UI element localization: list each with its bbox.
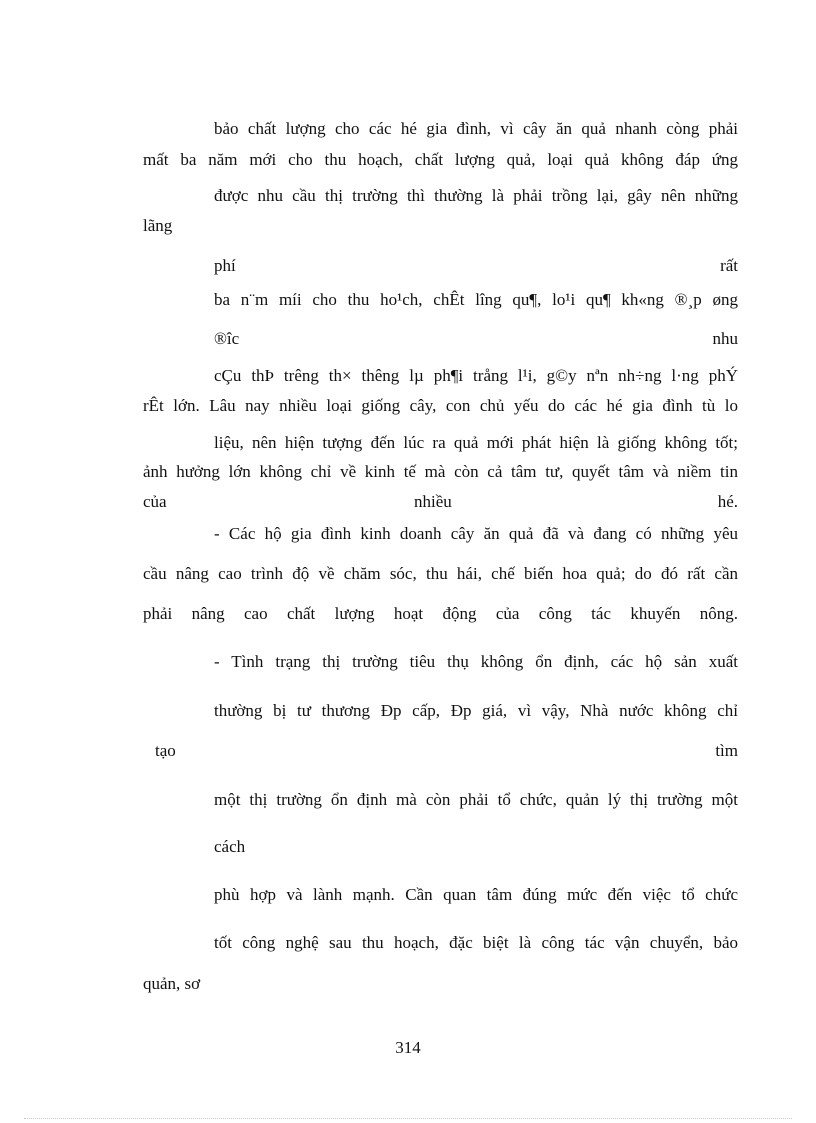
text-line: rÊt lớn. Lâu nay nhiều loại giống cây, con chủ yếu do các hé gia đình tù lo (143, 396, 738, 415)
text-line: - Các hộ gia đình kinh doanh cây ăn quả đã và đang có những yêu (214, 524, 738, 543)
text-line: lãng (143, 216, 173, 235)
text-line: ba n¨m míi cho thu ho¹ch, chÊt lîng qu¶, lo¹i qu¶ kh«ng ®¸p øng (214, 290, 738, 309)
text-line: - Tình trạng thị trường tiêu thụ không ổn định, các hộ sản xuất (214, 652, 738, 671)
text-line: phải nâng cao chất lượng hoạt động của công tác khuyến nông. (143, 604, 738, 623)
text-line: cÇu thÞ trêng th× thêng lµ ph¶i trång l¹i, g©y nªn nh÷ng l·ng phÝ (214, 366, 738, 385)
text-word: nhiều (414, 492, 452, 511)
text-word: tìm (715, 741, 738, 760)
text-word: của (143, 492, 167, 511)
text-line: cầu nâng cao trình độ về chăm sóc, thu hái, chế biến hoa quả; do đó rất cần (143, 564, 738, 583)
text-line: ảnh hưởng lớn không chỉ về kinh tế mà còn cả tâm tư, quyết tâm và niềm tin (143, 462, 738, 481)
page-number: 314 (395, 1038, 421, 1057)
text-word: hé. (717, 492, 738, 511)
text-word: tạo (155, 741, 176, 760)
text-line: được nhu cầu thị trường thì thường là phải trồng lại, gây nên những (214, 186, 738, 205)
text-line: mất ba năm mới cho thu hoạch, chất lượng quả, loại quả không đáp ứng (143, 150, 738, 169)
text-line: bảo chất lượng cho các hé gia đình, vì cây ăn quả nhanh còng phải (214, 119, 738, 138)
text-line: thường bị tư thương Đp cấp, Đp giá, vì vậy, Nhà nước không chỉ (214, 701, 738, 720)
text-line: tốt công nghệ sau thu hoạch, đặc biệt là công tác vận chuyển, bảo (214, 933, 738, 952)
text-line: liệu, nên hiện tượng đến lúc ra quả mới phát hiện là giống không tốt; (214, 433, 738, 452)
footer-divider (24, 1118, 792, 1119)
text-word: nhu (712, 329, 738, 348)
text-word: ®îc (214, 329, 240, 348)
text-line: phù hợp và lành mạnh. Cần quan tâm đúng mức đến việc tổ chức (214, 885, 738, 904)
text-line: cách (214, 837, 246, 856)
text-line: quản, sơ (143, 974, 201, 993)
text-word: phí (214, 256, 236, 275)
text-word: rất (720, 256, 738, 275)
text-line: một thị trường ổn định mà còn phải tổ chức, quản lý thị trường một (214, 790, 738, 809)
